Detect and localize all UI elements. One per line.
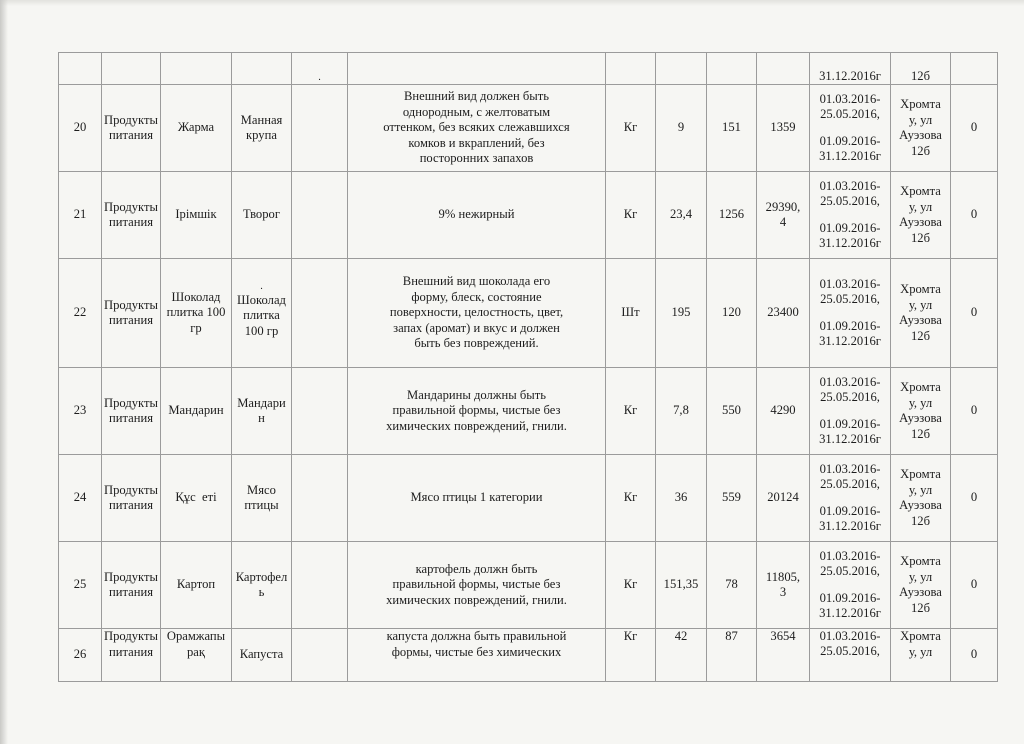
cell-num — [59, 53, 102, 85]
cell-dates: 01.03.2016- 25.05.2016, 01.09.2016- 31.12.2016г — [810, 455, 891, 542]
cell-price: 550 — [707, 368, 757, 455]
cell-address: Хромта у, ул Ауэзова 12б — [891, 259, 951, 368]
procurement-table — [58, 52, 998, 682]
cell-description: Мандарины должны быть правильной формы, чистые без химических повреждений, гнили. — [348, 368, 606, 455]
cell-name-kz: Орамжапы рақ — [161, 629, 232, 682]
cell-address: Хромта у, ул Ауэзова 12б — [891, 172, 951, 259]
cell-name-kz: Мандарин — [161, 368, 232, 455]
table-row — [59, 172, 998, 259]
table-row — [59, 85, 998, 172]
cell-description: Внешний вид должен быть однородным, с желтоватым оттенком, без всяких слежавшихся комков и вкраплений, без посторонних запахов — [348, 85, 606, 172]
cell-spacer — [292, 455, 348, 542]
cell-qty — [656, 53, 707, 85]
cell-price: 87 — [707, 629, 757, 682]
cell-spacer — [292, 542, 348, 629]
cell-qty: 42 — [656, 629, 707, 682]
cell-qty: 151,35 — [656, 542, 707, 629]
scan-edge — [0, 0, 1024, 6]
cell-num: 26 — [59, 629, 102, 682]
cell-spacer — [292, 53, 348, 85]
cell-dates: 01.03.2016- 25.05.2016, 01.09.2016- 31.12.2016г — [810, 172, 891, 259]
cell-num: 22 — [59, 259, 102, 368]
cell-dates: 01.03.2016- 25.05.2016, 01.09.2016- 31.12.2016г — [810, 368, 891, 455]
cell-qty: 7,8 — [656, 368, 707, 455]
table-row-continuation — [59, 53, 998, 85]
cell-spacer — [292, 259, 348, 368]
cell-unit: Кг — [606, 629, 656, 682]
cell-price: 1256 — [707, 172, 757, 259]
cell-price: 559 — [707, 455, 757, 542]
cell-name-kz — [161, 53, 232, 85]
cell-num: 25 — [59, 542, 102, 629]
cell-sum: 1359 — [757, 85, 810, 172]
scan-speck: · — [259, 283, 264, 295]
cell-sum: 23400 — [757, 259, 810, 368]
cell-name-ru: · Шоколад плитка 100 гр — [232, 259, 292, 368]
cell-spacer — [292, 85, 348, 172]
cell-spacer — [292, 368, 348, 455]
cell-unit: Кг — [606, 542, 656, 629]
cell-name-ru: Капуста — [232, 629, 292, 682]
cell-sum: 20124 — [757, 455, 810, 542]
cell-address: Хромта у, ул Ауэзова 12б — [891, 85, 951, 172]
cell-spacer — [292, 629, 348, 682]
table-row — [59, 455, 998, 542]
cell-sum — [757, 53, 810, 85]
cell-description: Мясо птицы 1 категории — [348, 455, 606, 542]
cell-category: Продукты питания — [102, 85, 161, 172]
cell-num: 24 — [59, 455, 102, 542]
cell-name-ru: Творог — [232, 172, 292, 259]
cell-last: 0 — [951, 629, 998, 682]
cell-price: 120 — [707, 259, 757, 368]
cell-category: Продукты питания — [102, 172, 161, 259]
cell-dates: 01.03.2016- 25.05.2016, — [810, 629, 891, 682]
cell-qty: 195 — [656, 259, 707, 368]
cell-category: Продукты питания — [102, 259, 161, 368]
cell-unit: Шт — [606, 259, 656, 368]
scan-shadow — [0, 0, 8, 744]
cell-price — [707, 53, 757, 85]
cell-dates: 31.12.2016г — [810, 53, 891, 85]
cell-last: 0 — [951, 85, 998, 172]
cell-address: 12б — [891, 53, 951, 85]
cell-name-kz: Шоколад плитка 100 гр — [161, 259, 232, 368]
cell-last: 0 — [951, 542, 998, 629]
cell-num: 21 — [59, 172, 102, 259]
cell-dates: 01.03.2016- 25.05.2016, 01.09.2016- 31.12.2016г — [810, 85, 891, 172]
scan-speck: · — [317, 75, 322, 85]
cell-unit: Кг — [606, 368, 656, 455]
cell-name-kz: Жарма — [161, 85, 232, 172]
cell-num: 23 — [59, 368, 102, 455]
cell-num: 20 — [59, 85, 102, 172]
cell-spacer — [292, 172, 348, 259]
cell-address: Хромта у, ул Ауэзова 12б — [891, 542, 951, 629]
cell-sum: 29390, 4 — [757, 172, 810, 259]
table-row — [59, 259, 998, 368]
cell-name-ru: Мясо птицы — [232, 455, 292, 542]
cell-description: 9% нежирный — [348, 172, 606, 259]
cell-name-kz: Құс еті — [161, 455, 232, 542]
cell-unit — [606, 53, 656, 85]
cell-unit: Кг — [606, 85, 656, 172]
table-row — [59, 542, 998, 629]
cell-price: 151 — [707, 85, 757, 172]
cell-qty: 23,4 — [656, 172, 707, 259]
cell-category: Продукты питания — [102, 455, 161, 542]
cell-price: 78 — [707, 542, 757, 629]
table-row — [59, 629, 998, 682]
cell-qty: 9 — [656, 85, 707, 172]
cell-name-ru: Манная крупа — [232, 85, 292, 172]
cell-sum: 11805, 3 — [757, 542, 810, 629]
cell-last: 0 — [951, 259, 998, 368]
cell-name-kz: Картоп — [161, 542, 232, 629]
cell-description — [348, 53, 606, 85]
cell-sum: 4290 — [757, 368, 810, 455]
cell-dates: 01.03.2016- 25.05.2016, 01.09.2016- 31.12.2016г — [810, 259, 891, 368]
cell-name-ru: Мандари н — [232, 368, 292, 455]
cell-address: Хромта у, ул Ауэзова 12б — [891, 368, 951, 455]
cell-name-ru — [232, 53, 292, 85]
cell-description: капуста должна быть правильной формы, чистые без химических — [348, 629, 606, 682]
cell-address: Хромта у, ул — [891, 629, 951, 682]
procurement-table-wrapper — [58, 52, 998, 682]
cell-sum: 3654 — [757, 629, 810, 682]
cell-address: Хромта у, ул Ауэзова 12б — [891, 455, 951, 542]
cell-category: Продукты питания — [102, 368, 161, 455]
cell-unit: Кг — [606, 172, 656, 259]
cell-description: Внешний вид шоколада его форму, блеск, состояние поверхности, целостность, цвет, запах (аромат) и вкус и должен быть без повреждений. — [348, 259, 606, 368]
cell-qty: 36 — [656, 455, 707, 542]
cell-description: картофель должн быть правильной формы, чистые без химических повреждений, гнили. — [348, 542, 606, 629]
cell-last — [951, 53, 998, 85]
cell-last: 0 — [951, 368, 998, 455]
cell-category: Продукты питания — [102, 629, 161, 682]
cell-last: 0 — [951, 455, 998, 542]
cell-unit: Кг — [606, 455, 656, 542]
cell-dates: 01.03.2016- 25.05.2016, 01.09.2016- 31.12.2016г — [810, 542, 891, 629]
cell-name-kz: Ірімшік — [161, 172, 232, 259]
cell-category: Продукты питания — [102, 542, 161, 629]
cell-category — [102, 53, 161, 85]
cell-last: 0 — [951, 172, 998, 259]
cell-name-ru: Картофел ь — [232, 542, 292, 629]
table-row — [59, 368, 998, 455]
